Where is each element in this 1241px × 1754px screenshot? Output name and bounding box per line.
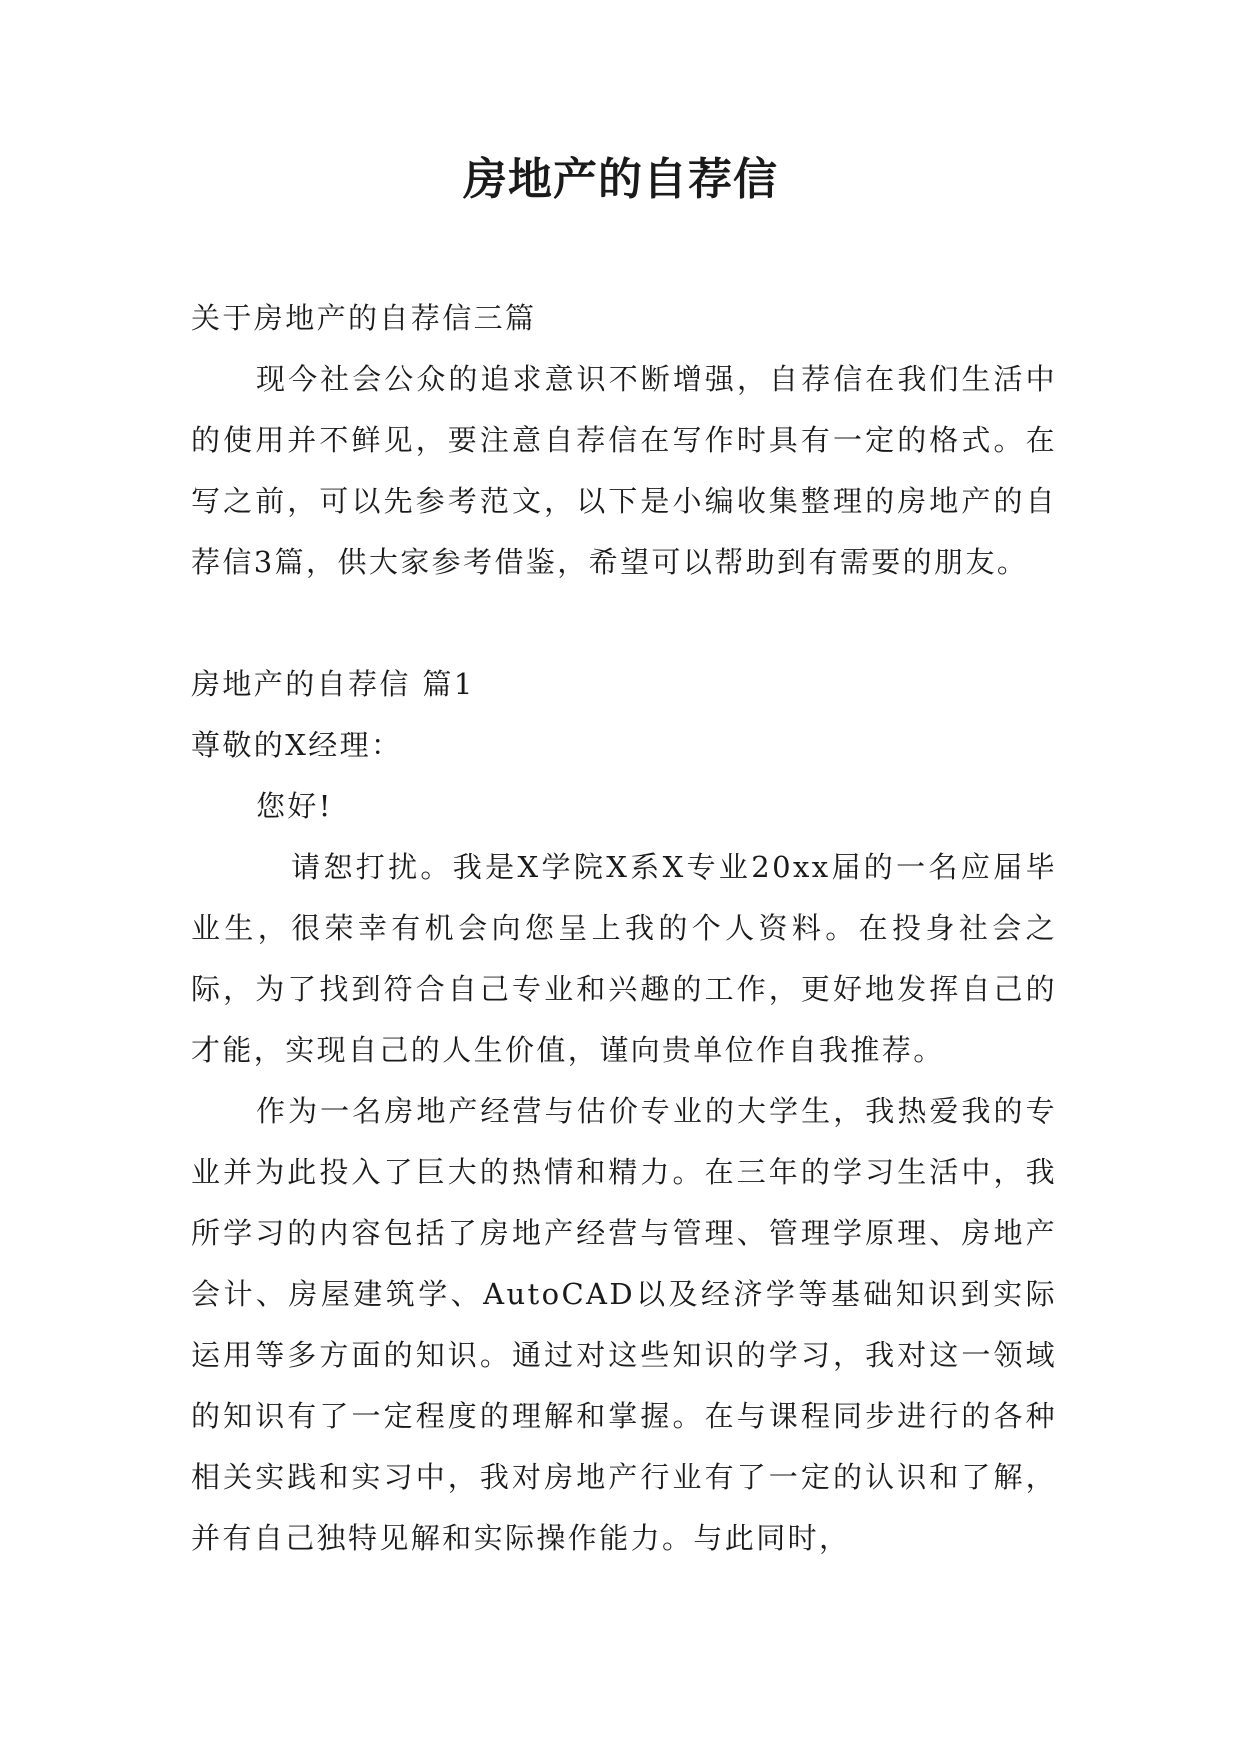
greeting: 您好! xyxy=(256,789,333,823)
body-paragraph-1: 请恕打扰。我是X学院X系X专业20xx届的一名应届毕业生，很荣幸有机会向您呈上我的个人资料。在投身社会之际，为了找到符合自己专业和兴趣的工作，更好地发挥自己的才能，实现自己的人生价值，谨向贵单位作自我推荐。 xyxy=(191,850,1057,1067)
body-paragraph-2: 作为一名房地产经营与估价专业的大学生，我热爱我的专业并为此投入了巨大的热情和精力。在三年的学习生活中，我所学习的内容包括了房地产经营与管理、管理学原理、房地产会计、房屋建筑学、AutoCAD以及经济学等基础知识到实际运用等多方面的知识。通过对这些知识的学习，我对这一领域的知识有了一定程度的理解和掌握。在与课程同步进行的各种相关实践和实习中，我对房地产行业有了一定的认识和了解，并有自己独特见解和实际操作能力。与此同时， xyxy=(191,1094,1057,1555)
intro-paragraph: 现今社会公众的追求意识不断增强，自荐信在我们生活中的使用并不鲜见，要注意自荐信在写作时具有一定的格式。在写之前，可以先参考范文，以下是小编收集整理的房地产的自荐信3篇，供大家参考借鉴，希望可以帮助到有需要的朋友。 xyxy=(191,362,1057,579)
salutation: 尊敬的X经理： xyxy=(191,728,403,762)
section-heading: 房地产的自荐信 篇1 xyxy=(191,667,475,701)
document-title: 房地产的自荐信 xyxy=(463,154,778,205)
document-body xyxy=(191,288,1057,1569)
document-subtitle: 关于房地产的自荐信三篇 xyxy=(191,301,537,335)
